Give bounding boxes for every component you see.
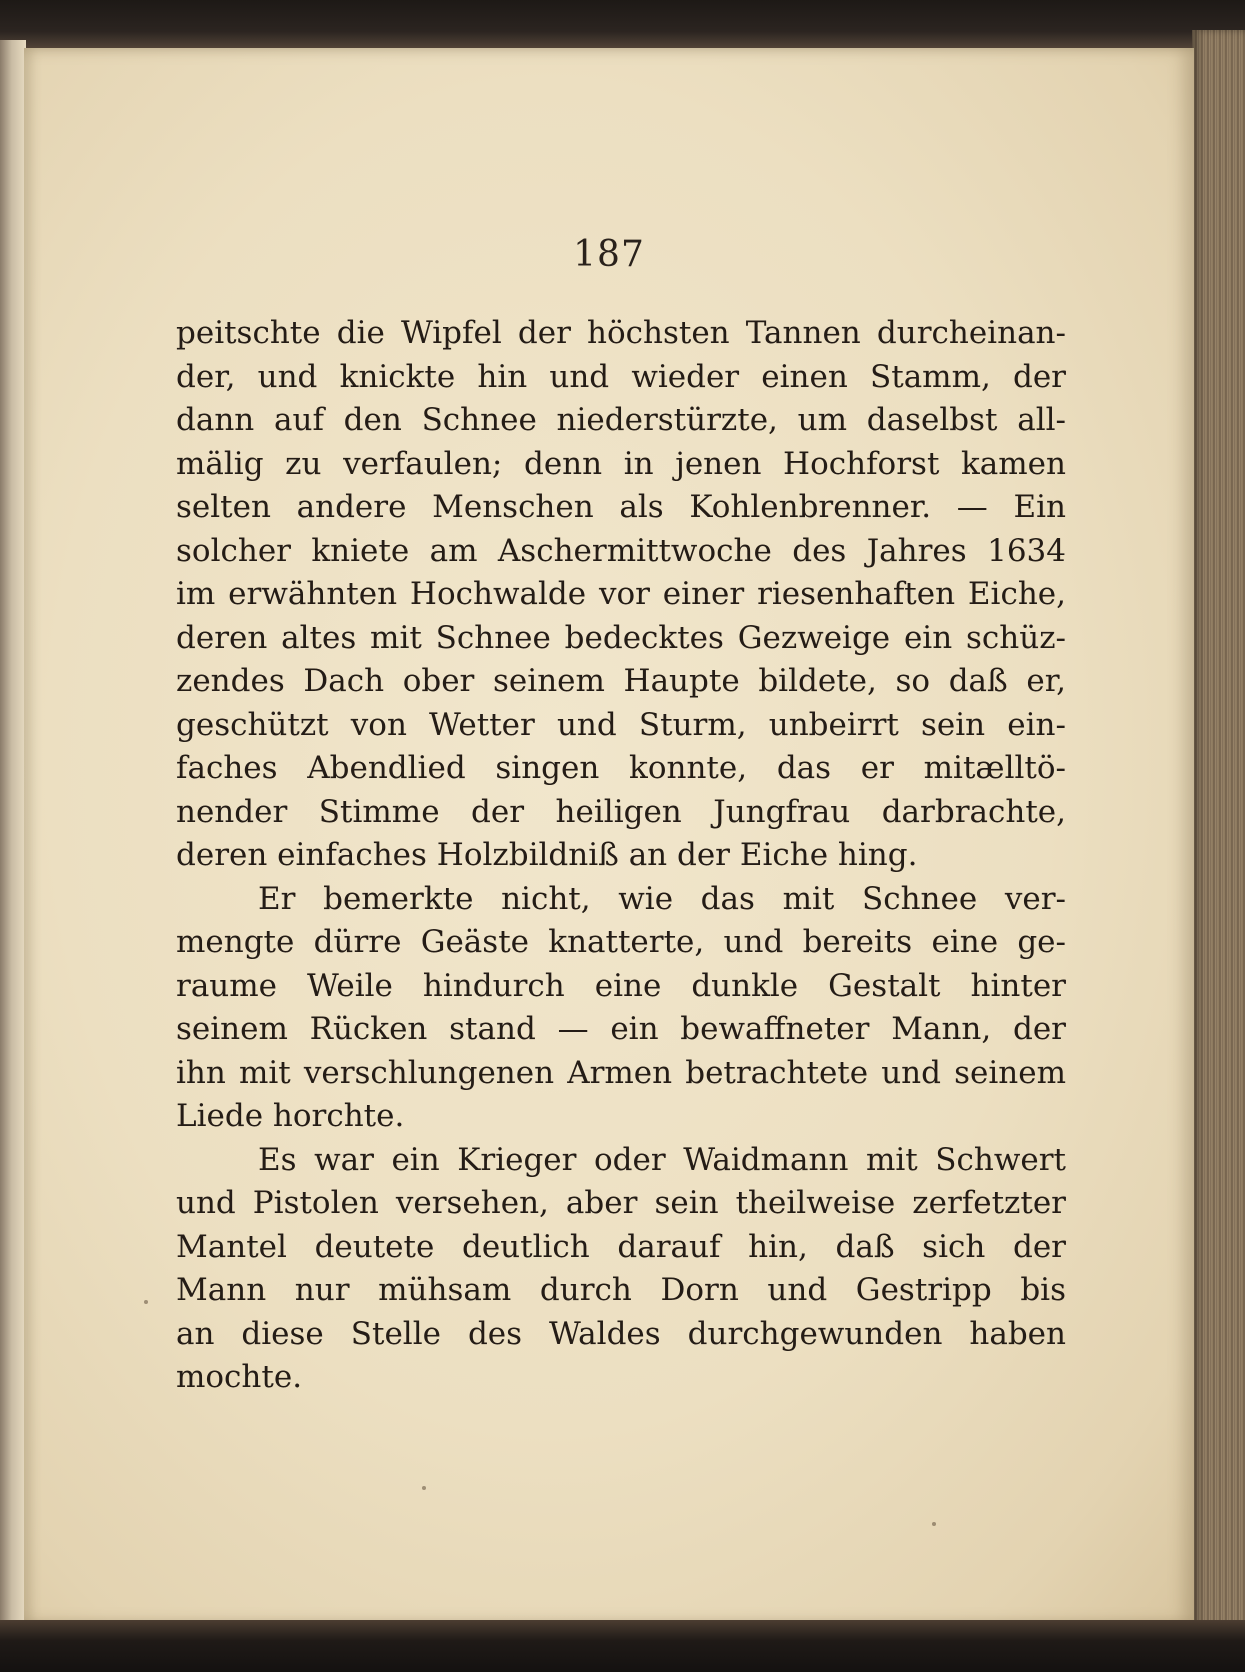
page-stack-edge <box>1192 30 1245 1630</box>
text-line: dann auf den Schnee niederstürzte, um daselbst all- <box>176 402 1066 438</box>
text-line: selten andere Menschen als Kohlenbrenner. — Ein <box>176 489 1066 525</box>
text-line: Es war ein Krieger oder Waidmann mit Schwert <box>258 1141 1066 1178</box>
text-line: raume Weile hindurch eine dunkle Gestalt hinter <box>176 967 1066 1004</box>
text-line: der, und knickte hin und wieder einen Stamm, der <box>176 358 1066 395</box>
text-line: seinem Rücken stand — ein bewaffneter Mann, der <box>176 1011 1066 1047</box>
top-edge <box>0 0 1245 52</box>
paper-speck <box>144 1300 148 1304</box>
text-line: im erwähnten Hochwalde vor einer riesenhaften Eiche, <box>176 576 1066 612</box>
text-line: und Pistolen versehen, aber sein theilweise zerfetzter <box>176 1185 1066 1221</box>
text-line: mochte. <box>176 1359 303 1395</box>
text-line: Mantel deutete deutlich darauf hin, daß sich der <box>176 1228 1066 1265</box>
text-line: peitschte die Wipfel der höchsten Tannen durcheinan- <box>176 315 1066 351</box>
page-number: 187 <box>573 234 645 275</box>
text-line: deren einfaches Holzbildniß an der Eiche hing. <box>176 837 918 873</box>
text-line: geschützt von Wetter und Sturm, unbeirrt sein ein- <box>176 706 1066 743</box>
binding-gutter <box>0 40 26 1630</box>
text-line: an diese Stelle des Waldes durchgewunden haben <box>176 1315 1066 1352</box>
text-line: solcher kniete am Aschermittwoche des Jahres 1634 <box>176 532 1066 569</box>
text-line: ihn mit verschlungenen Armen betrachtete und seinem <box>176 1054 1066 1091</box>
text-line: Liede horchte. <box>176 1098 405 1134</box>
text-line: faches Abendlied singen konnte, das er mitælltö- <box>176 750 1066 786</box>
text-line: mengte dürre Geäste knatterte, und bereits eine ge- <box>176 924 1066 960</box>
text-line: Er bemerkte nicht, wie das mit Schnee ver- <box>258 880 1066 917</box>
paper-speck <box>932 1522 936 1526</box>
body-text <box>176 312 1066 1400</box>
text-line: zendes Dach ober seinem Haupte bildete, so daß er, <box>176 663 1066 699</box>
text-line: Mann nur mühsam durch Dorn und Gestripp bis <box>176 1272 1066 1308</box>
text-line: nender Stimme der heiligen Jungfrau darbrachte, <box>176 793 1066 830</box>
text-line: mälig zu verfaulen; denn in jenen Hochforst kamen <box>176 445 1066 482</box>
text-line: deren altes mit Schnee bedecktes Gezweige ein schüz- <box>176 619 1066 656</box>
bottom-edge <box>0 1620 1245 1672</box>
book-page <box>24 48 1194 1624</box>
paper-speck <box>422 1486 426 1490</box>
